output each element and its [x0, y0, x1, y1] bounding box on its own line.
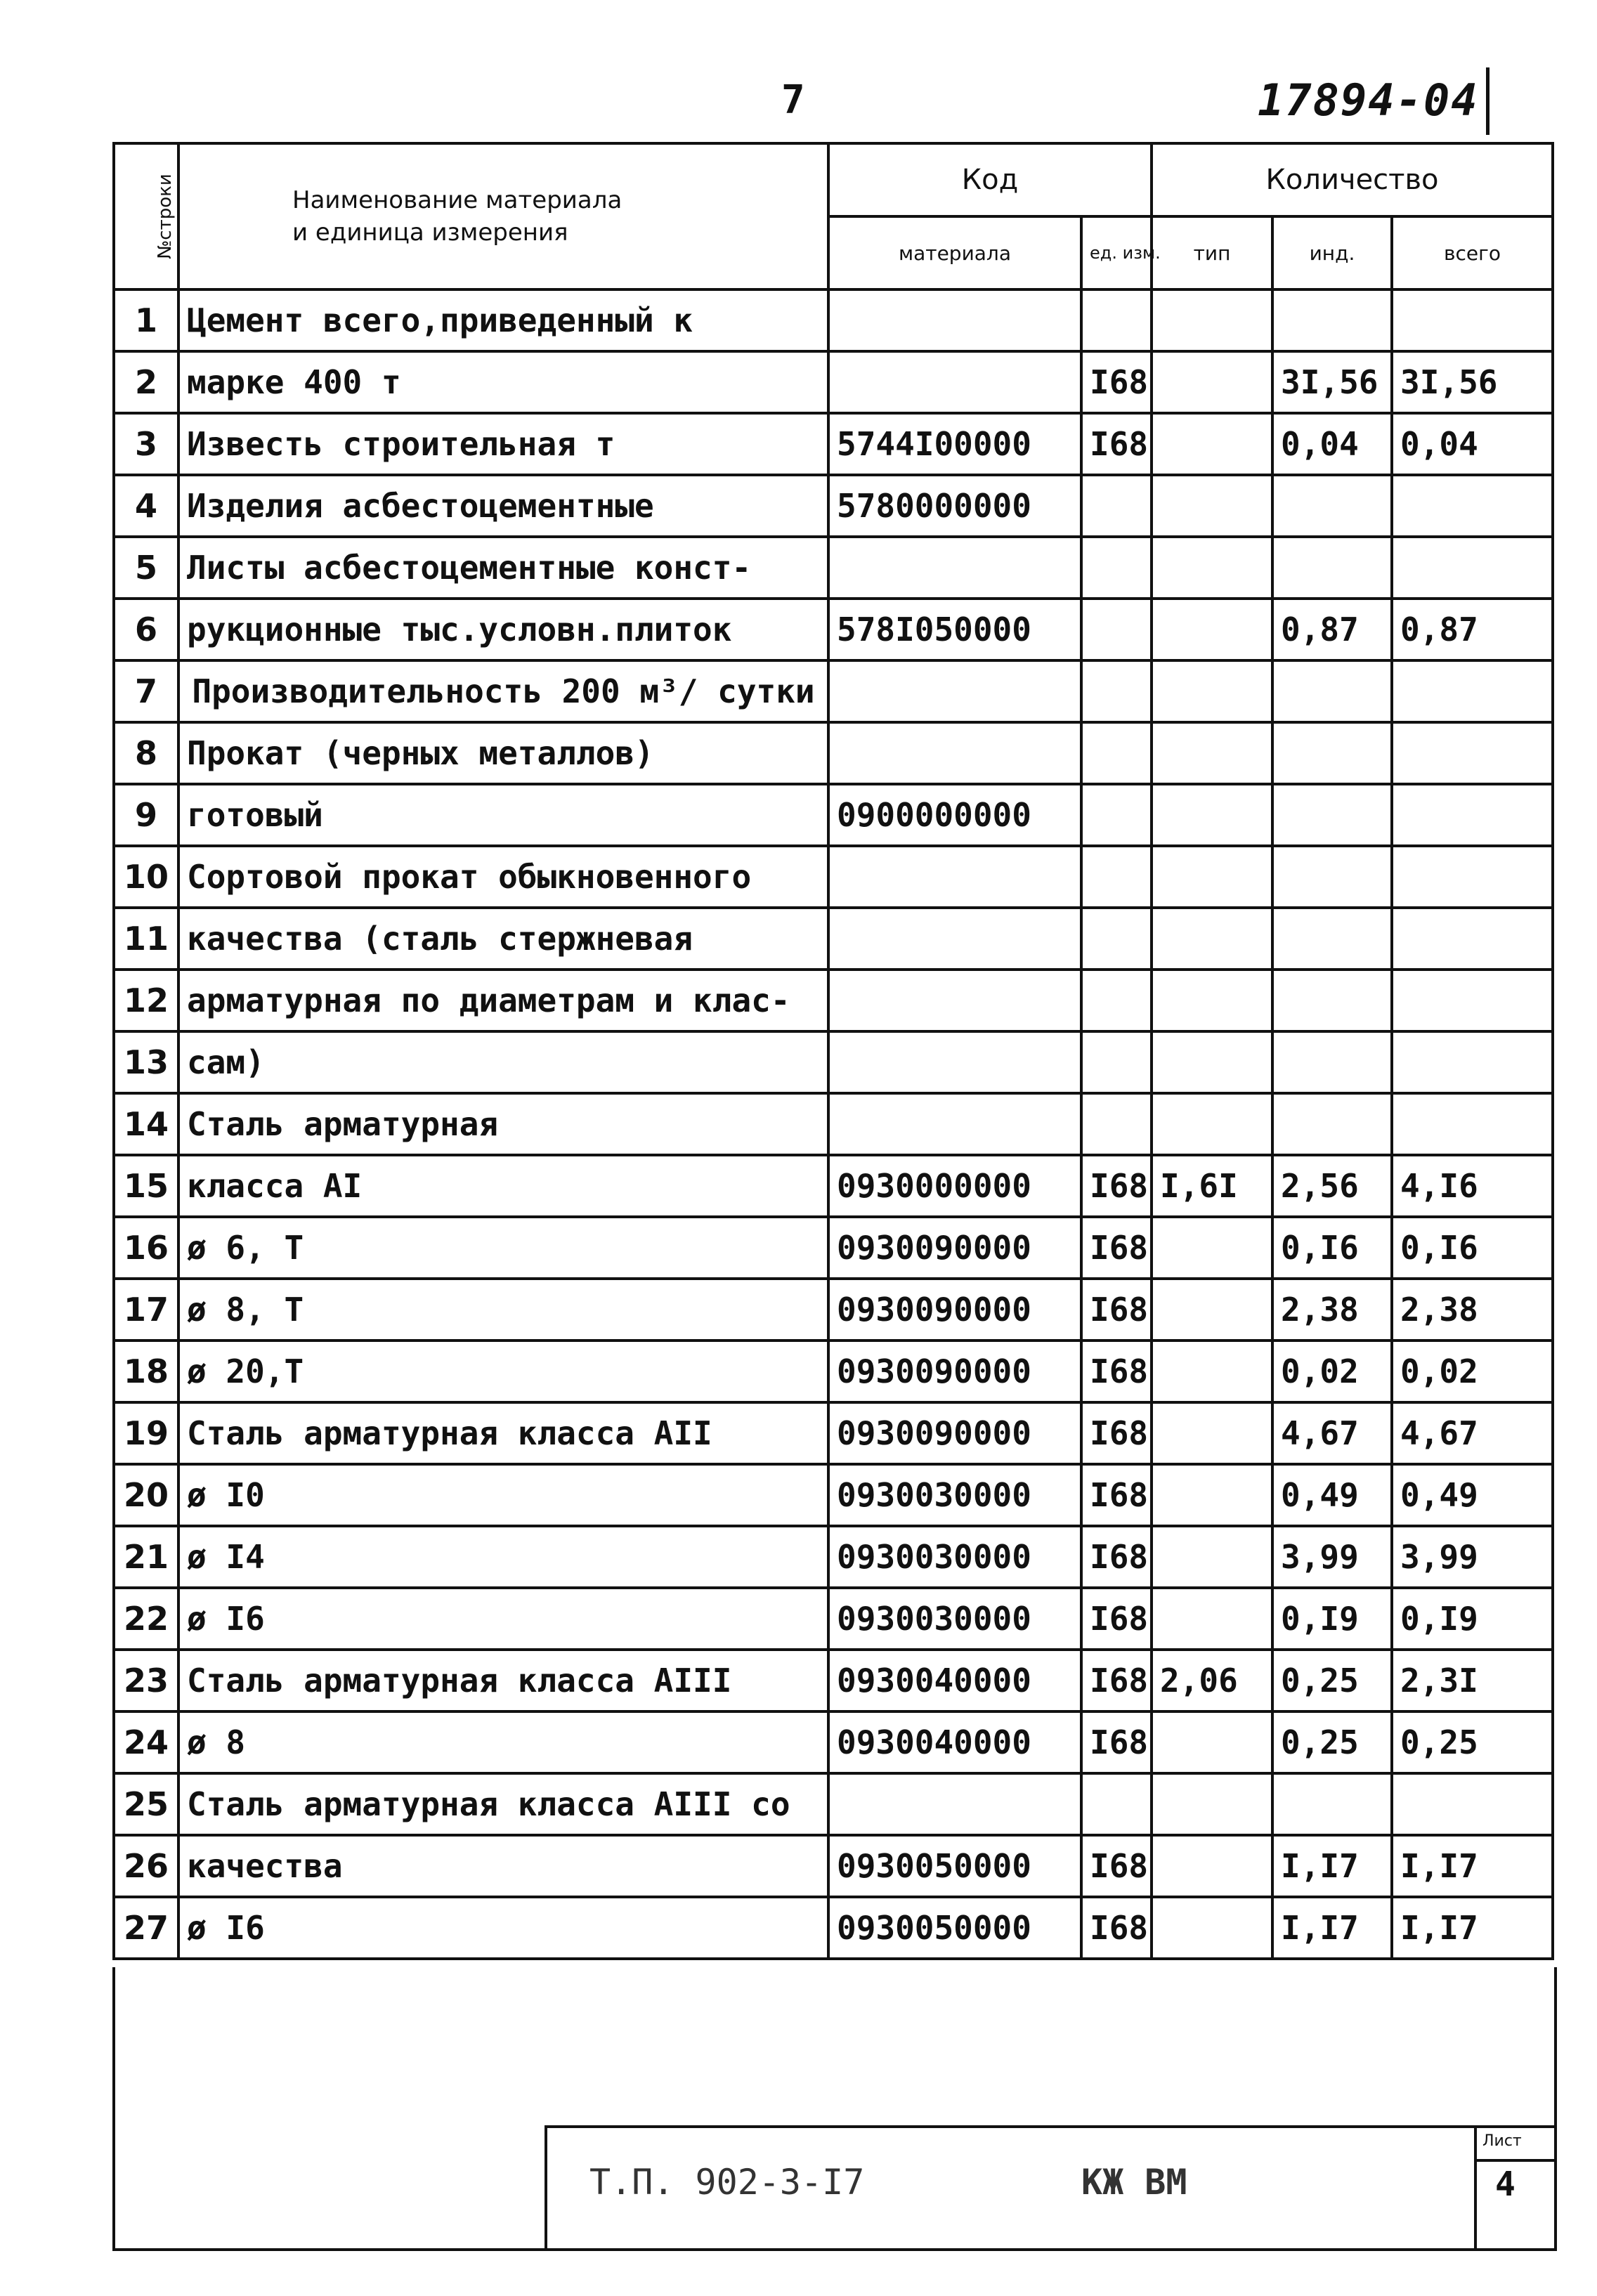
unit-cell: I68 — [1081, 1897, 1152, 1959]
table-row — [114, 908, 1553, 970]
total-quantity-cell — [1392, 908, 1553, 970]
table-row — [114, 1464, 1553, 1526]
type-quantity-cell — [1152, 970, 1272, 1031]
material-code-cell — [828, 846, 1081, 908]
type-quantity-cell — [1152, 784, 1272, 846]
total-quantity-cell: I,I7 — [1392, 1897, 1553, 1959]
total-quantity-cell: 0,I9 — [1392, 1588, 1553, 1650]
type-quantity-cell: 2,06 — [1152, 1650, 1272, 1711]
material-name-cell: ø 8, Т — [178, 1279, 828, 1341]
material-name-cell: Сталь арматурная — [178, 1093, 828, 1155]
row-number-cell: 27 — [114, 1897, 178, 1959]
material-name-cell: Известь строительная т — [178, 413, 828, 475]
unit-cell: I68 — [1081, 1279, 1152, 1341]
total-quantity-cell — [1392, 289, 1553, 351]
type-quantity-cell — [1152, 351, 1272, 413]
unit-cell: I68 — [1081, 1711, 1152, 1773]
sheet-number: 4 — [1495, 2165, 1515, 2204]
type-quantity-cell — [1152, 1526, 1272, 1588]
unit-cell — [1081, 1031, 1152, 1093]
type-quantity-cell — [1152, 599, 1272, 660]
table-row — [114, 289, 1553, 351]
table-row — [114, 1897, 1553, 1959]
table-row — [114, 413, 1553, 475]
unit-cell — [1081, 846, 1152, 908]
table-row — [114, 475, 1553, 537]
row-number-cell: 13 — [114, 1031, 178, 1093]
material-name-cell: ø I6 — [178, 1897, 828, 1959]
total-quantity-cell: 3,99 — [1392, 1526, 1553, 1588]
ind-quantity-cell: 0,I6 — [1272, 1217, 1392, 1279]
header-type: тип — [1152, 216, 1272, 289]
unit-cell: I68 — [1081, 1217, 1152, 1279]
ind-quantity-cell: 3I,56 — [1272, 351, 1392, 413]
type-quantity-cell — [1152, 660, 1272, 722]
material-code-cell: 0930030000 — [828, 1588, 1081, 1650]
unit-cell: I68 — [1081, 413, 1152, 475]
header-ind: инд. — [1272, 216, 1392, 289]
header-material-code: материала — [828, 216, 1081, 289]
table-row — [114, 351, 1553, 413]
material-code-cell: 0900000000 — [828, 784, 1081, 846]
row-number-cell: 23 — [114, 1650, 178, 1711]
total-quantity-cell — [1392, 722, 1553, 784]
unit-cell: I68 — [1081, 1526, 1152, 1588]
row-number-cell: 17 — [114, 1279, 178, 1341]
row-number-cell: 16 — [114, 1217, 178, 1279]
total-quantity-cell — [1392, 475, 1553, 537]
table-row — [114, 1093, 1553, 1155]
table-row — [114, 1650, 1553, 1711]
total-quantity-cell: 2,38 — [1392, 1279, 1553, 1341]
unit-cell — [1081, 599, 1152, 660]
unit-cell: I68 — [1081, 1341, 1152, 1402]
ind-quantity-cell: 2,38 — [1272, 1279, 1392, 1341]
ind-quantity-cell: 0,87 — [1272, 599, 1392, 660]
ind-quantity-cell: 0,25 — [1272, 1650, 1392, 1711]
material-code-cell — [828, 537, 1081, 599]
row-number-cell: 4 — [114, 475, 178, 537]
material-code-cell: 0930050000 — [828, 1897, 1081, 1959]
material-code-cell: 0930090000 — [828, 1279, 1081, 1341]
type-quantity-cell — [1152, 1897, 1272, 1959]
table-row — [114, 1031, 1553, 1093]
material-name-cell: ø 20,Т — [178, 1341, 828, 1402]
material-name-cell: Цемент всего,приведенный к — [178, 289, 828, 351]
row-number-cell: 21 — [114, 1526, 178, 1588]
material-name-cell: ø I6 — [178, 1588, 828, 1650]
type-quantity-cell — [1152, 722, 1272, 784]
type-quantity-cell — [1152, 1588, 1272, 1650]
ind-quantity-cell — [1272, 475, 1392, 537]
header-material-name: Наименование материала и единица измерения — [178, 143, 828, 289]
material-name-cell: качества (сталь стержневая — [178, 908, 828, 970]
type-quantity-cell — [1152, 1217, 1272, 1279]
row-number-cell: 6 — [114, 599, 178, 660]
unit-cell — [1081, 970, 1152, 1031]
ind-quantity-cell — [1272, 1773, 1392, 1835]
table-row — [114, 970, 1553, 1031]
row-number-cell: 24 — [114, 1711, 178, 1773]
row-number-cell: 2 — [114, 351, 178, 413]
page-number: 7 — [781, 77, 805, 123]
material-code-cell: 0930090000 — [828, 1402, 1081, 1464]
ind-quantity-cell: 0,49 — [1272, 1464, 1392, 1526]
material-name-cell: качества — [178, 1835, 828, 1897]
total-quantity-cell: I,I7 — [1392, 1835, 1553, 1897]
material-code-cell: 0930030000 — [828, 1464, 1081, 1526]
table-row — [114, 846, 1553, 908]
material-name-cell: ø I4 — [178, 1526, 828, 1588]
material-code-cell — [828, 970, 1081, 1031]
table-row — [114, 660, 1553, 722]
type-quantity-cell — [1152, 413, 1272, 475]
unit-cell — [1081, 537, 1152, 599]
row-number-cell: 1 — [114, 289, 178, 351]
ind-quantity-cell — [1272, 784, 1392, 846]
unit-cell: I68 — [1081, 1402, 1152, 1464]
ind-quantity-cell — [1272, 970, 1392, 1031]
table-row — [114, 1526, 1553, 1588]
material-code-cell: 0930090000 — [828, 1217, 1081, 1279]
ind-quantity-cell — [1272, 1031, 1392, 1093]
ind-quantity-cell: 0,25 — [1272, 1711, 1392, 1773]
total-quantity-cell: 3I,56 — [1392, 351, 1553, 413]
type-quantity-cell — [1152, 1835, 1272, 1897]
material-name-cell: рукционные тыс.условн.плиток — [178, 599, 828, 660]
total-quantity-cell: 0,I6 — [1392, 1217, 1553, 1279]
material-name-cell: Производительность 200 м³/ сутки — [178, 660, 828, 722]
row-number-cell: 3 — [114, 413, 178, 475]
table-row — [114, 1835, 1553, 1897]
unit-cell: I68 — [1081, 1588, 1152, 1650]
material-name-cell: Сортовой прокат обыкновенного — [178, 846, 828, 908]
total-quantity-cell: 4,67 — [1392, 1402, 1553, 1464]
stamp-document-code: Т.П. 902-3-I7 — [589, 2162, 865, 2203]
type-quantity-cell — [1152, 1773, 1272, 1835]
unit-cell — [1081, 784, 1152, 846]
total-quantity-cell — [1392, 1773, 1553, 1835]
total-quantity-cell: 0,25 — [1392, 1711, 1553, 1773]
row-number-cell: 19 — [114, 1402, 178, 1464]
material-code-cell — [828, 722, 1081, 784]
material-name-cell: Прокат (черных металлов) — [178, 722, 828, 784]
unit-cell — [1081, 722, 1152, 784]
row-number-cell: 18 — [114, 1341, 178, 1402]
unit-cell: I68 — [1081, 351, 1152, 413]
type-quantity-cell — [1152, 846, 1272, 908]
total-quantity-cell — [1392, 970, 1553, 1031]
material-name-cell: ø 6, Т — [178, 1217, 828, 1279]
material-name-cell: марке 400 т — [178, 351, 828, 413]
type-quantity-cell — [1152, 1279, 1272, 1341]
title-block — [545, 2125, 1554, 2251]
row-number-cell: 12 — [114, 970, 178, 1031]
ind-quantity-cell — [1272, 537, 1392, 599]
row-number-cell: 25 — [114, 1773, 178, 1835]
table-row — [114, 1402, 1553, 1464]
material-code-cell: 0930000000 — [828, 1155, 1081, 1217]
total-quantity-cell — [1392, 660, 1553, 722]
row-number-cell: 26 — [114, 1835, 178, 1897]
material-name-cell: готовый — [178, 784, 828, 846]
material-name-cell: Сталь арматурная класса АIII — [178, 1650, 828, 1711]
type-quantity-cell — [1152, 1464, 1272, 1526]
sheet-divider — [1477, 2159, 1554, 2162]
row-number-cell: 7 — [114, 660, 178, 722]
total-quantity-cell — [1392, 1093, 1553, 1155]
type-quantity-cell — [1152, 1711, 1272, 1773]
material-code-cell: 0930030000 — [828, 1526, 1081, 1588]
unit-cell: I68 — [1081, 1835, 1152, 1897]
material-code-cell: 0930050000 — [828, 1835, 1081, 1897]
total-quantity-cell — [1392, 784, 1553, 846]
row-number-cell: 14 — [114, 1093, 178, 1155]
type-quantity-cell — [1152, 1341, 1272, 1402]
ind-quantity-cell: I,I7 — [1272, 1835, 1392, 1897]
table-row — [114, 1155, 1553, 1217]
header-unit: ед. изм. — [1081, 216, 1152, 289]
unit-cell — [1081, 1093, 1152, 1155]
material-code-cell — [828, 1773, 1081, 1835]
total-quantity-cell — [1392, 1031, 1553, 1093]
total-quantity-cell: 2,3I — [1392, 1650, 1553, 1711]
ind-quantity-cell — [1272, 289, 1392, 351]
table-row — [114, 599, 1553, 660]
type-quantity-cell — [1152, 1402, 1272, 1464]
total-quantity-cell: 0,04 — [1392, 413, 1553, 475]
unit-cell: I68 — [1081, 1464, 1152, 1526]
material-name-cell: ø I0 — [178, 1464, 828, 1526]
total-quantity-cell: 4,I6 — [1392, 1155, 1553, 1217]
row-number-cell: 10 — [114, 846, 178, 908]
ind-quantity-cell — [1272, 846, 1392, 908]
ind-quantity-cell: 3,99 — [1272, 1526, 1392, 1588]
material-name-cell: класса АI — [178, 1155, 828, 1217]
row-number-cell: 5 — [114, 537, 178, 599]
type-quantity-cell: I,6I — [1152, 1155, 1272, 1217]
unit-cell: I68 — [1081, 1155, 1152, 1217]
margin-mark — [1486, 67, 1490, 135]
row-number-cell: 22 — [114, 1588, 178, 1650]
row-number-cell: 9 — [114, 784, 178, 846]
total-quantity-cell: 0,87 — [1392, 599, 1553, 660]
material-code-cell: 5744I00000 — [828, 413, 1081, 475]
material-code-cell: 5780000000 — [828, 475, 1081, 537]
material-code-cell: 0930040000 — [828, 1711, 1081, 1773]
material-code-cell — [828, 289, 1081, 351]
material-code-cell — [828, 351, 1081, 413]
material-name-cell: Листы асбестоцементные конст- — [178, 537, 828, 599]
ind-quantity-cell: 0,I9 — [1272, 1588, 1392, 1650]
material-code-cell — [828, 908, 1081, 970]
total-quantity-cell — [1392, 537, 1553, 599]
type-quantity-cell — [1152, 1031, 1272, 1093]
header-quantity-group: Количество — [1152, 143, 1553, 216]
row-number-cell: 15 — [114, 1155, 178, 1217]
type-quantity-cell — [1152, 289, 1272, 351]
ind-quantity-cell — [1272, 660, 1392, 722]
type-quantity-cell — [1152, 537, 1272, 599]
ind-quantity-cell: 4,67 — [1272, 1402, 1392, 1464]
total-quantity-cell — [1392, 846, 1553, 908]
ind-quantity-cell: 2,56 — [1272, 1155, 1392, 1217]
ind-quantity-cell: 0,02 — [1272, 1341, 1392, 1402]
unit-cell — [1081, 289, 1152, 351]
table-row — [114, 1341, 1553, 1402]
material-code-cell — [828, 1093, 1081, 1155]
table-row — [114, 1279, 1553, 1341]
table-row — [114, 537, 1553, 599]
stamp-section-code: КЖ ВМ — [1081, 2162, 1187, 2203]
material-name-cell: сам) — [178, 1031, 828, 1093]
sheet-label: Лист — [1482, 2132, 1522, 2150]
row-number-cell: 8 — [114, 722, 178, 784]
unit-cell — [1081, 475, 1152, 537]
ind-quantity-cell — [1272, 722, 1392, 784]
material-name-cell: ø 8 — [178, 1711, 828, 1773]
type-quantity-cell — [1152, 1093, 1272, 1155]
row-number-cell: 20 — [114, 1464, 178, 1526]
type-quantity-cell — [1152, 475, 1272, 537]
table-row — [114, 722, 1553, 784]
table-row — [114, 1217, 1553, 1279]
header-code-group: Код — [828, 143, 1152, 216]
type-quantity-cell — [1152, 908, 1272, 970]
ind-quantity-cell: I,I7 — [1272, 1897, 1392, 1959]
unit-cell — [1081, 908, 1152, 970]
document-number: 17894-04 — [1258, 74, 1479, 126]
materials-table — [112, 142, 1554, 1960]
material-code-cell: 0930040000 — [828, 1650, 1081, 1711]
material-name-cell: Изделия асбестоцементные — [178, 475, 828, 537]
table-row — [114, 1773, 1553, 1835]
material-name-cell: арматурная по диаметрам и клас- — [178, 970, 828, 1031]
material-code-cell — [828, 660, 1081, 722]
header-row-number: №строки — [114, 143, 178, 289]
ind-quantity-cell — [1272, 1093, 1392, 1155]
table-row — [114, 784, 1553, 846]
header-total: всего — [1392, 216, 1553, 289]
material-code-cell: 0930090000 — [828, 1341, 1081, 1402]
total-quantity-cell: 0,49 — [1392, 1464, 1553, 1526]
unit-cell: I68 — [1081, 1650, 1152, 1711]
table-row — [114, 1711, 1553, 1773]
ind-quantity-cell — [1272, 908, 1392, 970]
unit-cell — [1081, 1773, 1152, 1835]
total-quantity-cell: 0,02 — [1392, 1341, 1553, 1402]
material-name-cell: Сталь арматурная класса АIII со — [178, 1773, 828, 1835]
unit-cell — [1081, 660, 1152, 722]
table-row — [114, 1588, 1553, 1650]
sheet-box — [1474, 2128, 1554, 2251]
material-code-cell — [828, 1031, 1081, 1093]
row-number-cell: 11 — [114, 908, 178, 970]
material-code-cell: 578I050000 — [828, 599, 1081, 660]
material-name-cell: Сталь арматурная класса АII — [178, 1402, 828, 1464]
ind-quantity-cell: 0,04 — [1272, 413, 1392, 475]
